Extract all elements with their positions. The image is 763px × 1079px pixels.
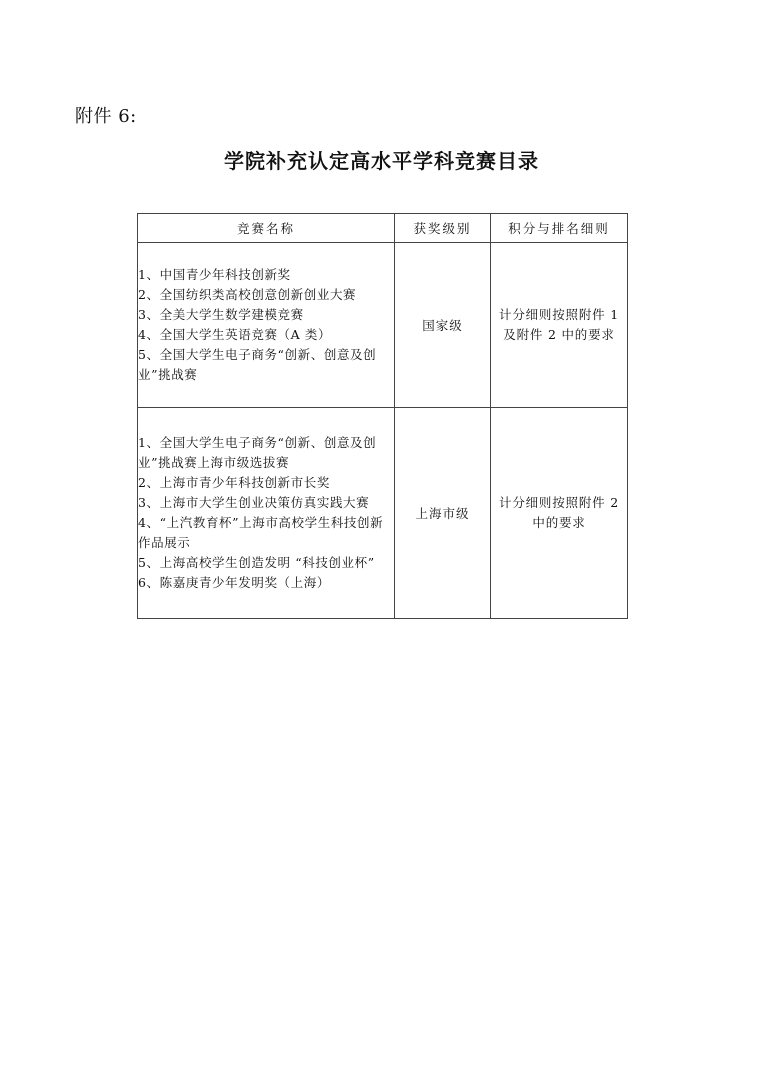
column-header-competition-name: 竞赛名称: [138, 214, 395, 243]
competition-list-cell: [138, 243, 395, 408]
competition-item: 5、全国大学生电子商务“创新、创意及创业”挑战赛: [138, 347, 377, 382]
competition-item: 4、全国大学生英语竞赛（A 类）: [138, 327, 332, 342]
competition-list: [138, 433, 394, 593]
table-row-shanghai: [138, 408, 628, 619]
competition-item: 3、上海市大学生创业决策仿真实践大赛: [138, 495, 370, 510]
competition-item: 1、全国大学生电子商务“创新、创意及创业”挑战赛上海市级选拔赛: [138, 435, 377, 470]
column-header-award-level: 获奖级别: [395, 214, 491, 243]
competition-list-cell: [138, 408, 395, 619]
competition-table: [137, 213, 628, 619]
column-header-scoring-rules: 积分与排名细则: [491, 214, 628, 243]
scoring-rule-cell: 计分细则按照附件 1 及附件 2 中的要求: [491, 243, 628, 408]
competition-item: 4、“上汽教育杯”上海市高校学生科技创新作品展示: [138, 515, 384, 550]
competition-item: 3、全美大学生数学建模竞赛: [138, 307, 304, 322]
document-title: 学院补充认定高水平学科竞赛目录: [224, 149, 539, 173]
table-header-row: [138, 214, 628, 243]
competition-item: 2、上海市青少年科技创新市长奖: [138, 475, 330, 490]
scoring-rule-cell: 计分细则按照附件 2 中的要求: [491, 408, 628, 619]
competition-item: 2、全国纺织类高校创意创新创业大赛: [138, 287, 357, 302]
competition-item: 1、中国青少年科技创新奖: [138, 267, 291, 282]
competition-item: 6、陈嘉庚青少年发明奖（上海）: [138, 575, 330, 590]
award-level-cell: 上海市级: [395, 408, 491, 619]
attachment-label: 附件 6:: [75, 106, 137, 127]
table-row-national: [138, 243, 628, 408]
award-level-cell: 国家级: [395, 243, 491, 408]
competition-list: [138, 265, 394, 385]
competition-item: 5、上海高校学生创造发明 “科技创业杯”: [138, 555, 375, 570]
